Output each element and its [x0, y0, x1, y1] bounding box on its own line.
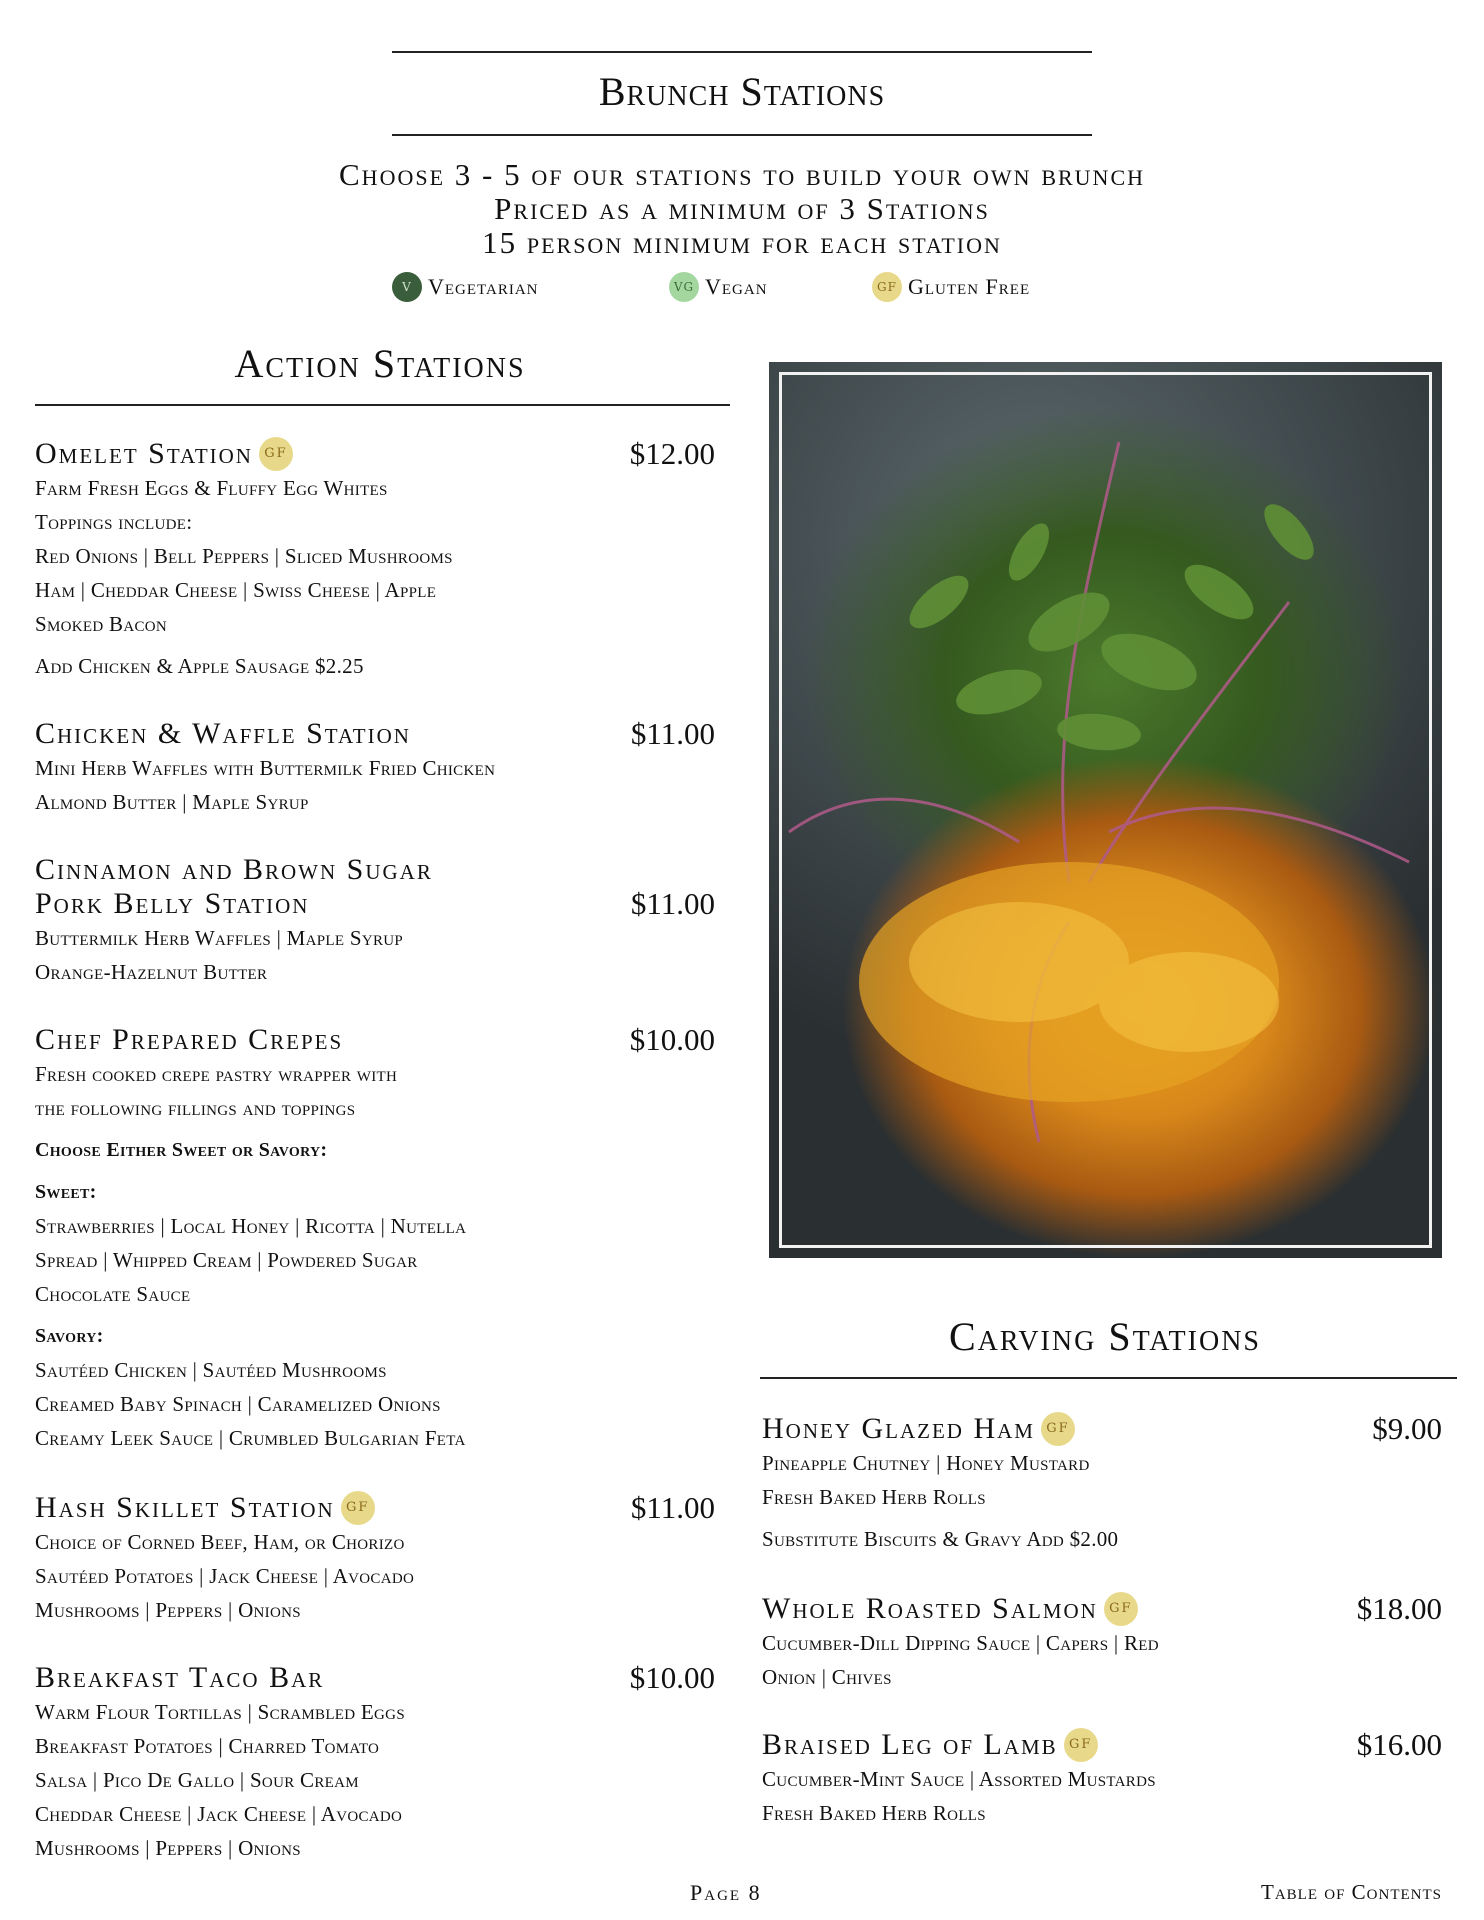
item-name: Whole Roasted Salmon — [762, 1592, 1098, 1625]
item-line: Cucumber-Dill Dipping Sauce | Capers | Red — [762, 1631, 1159, 1655]
gluten-free-badge-icon: GF — [341, 1491, 375, 1525]
action-stations-rule — [35, 404, 730, 406]
gluten-free-badge-icon: GF — [1104, 1592, 1138, 1626]
item-line: Fresh Baked Herb Rolls — [762, 1485, 986, 1509]
item-addon: Substitute Biscuits & Gravy Add $2.00 — [762, 1527, 1119, 1551]
item-line: Red Onions | Bell Peppers | Sliced Mushrooms — [35, 544, 453, 568]
item-line: Fresh Baked Herb Rolls — [762, 1801, 986, 1825]
item-name: Cinnamon and Brown Sugar — [35, 853, 433, 886]
legend-vegan — [669, 272, 768, 302]
item-price: $9.00 — [1372, 1411, 1442, 1446]
item-line: Mushrooms | Peppers | Onions — [35, 1836, 301, 1860]
item-line: Cucumber-Mint Sauce | Assorted Mustards — [762, 1767, 1156, 1791]
item-price: $11.00 — [630, 716, 715, 751]
gluten-free-badge-icon: GF — [259, 437, 293, 471]
menu-item-whole-roasted-salmon — [762, 1592, 1442, 1694]
item-name: Honey Glazed Ham — [762, 1412, 1035, 1445]
gluten-free-badge-icon: GF — [872, 272, 902, 302]
item-line: Warm Flour Tortillas | Scrambled Eggs — [35, 1700, 405, 1724]
intro-line-2: Priced as a minimum of 3 Stations — [494, 191, 990, 226]
menu-item-chef-prepared-crepes — [35, 1023, 715, 1455]
page-title: Brunch Stations — [598, 69, 886, 114]
gluten-free-badge-icon: GF — [1064, 1728, 1098, 1762]
menu-item-honey-glazed-ham — [762, 1412, 1442, 1556]
gluten-free-badge-icon: GF — [1041, 1412, 1075, 1446]
table-of-contents-link[interactable]: Table of Contents — [1261, 1880, 1442, 1904]
item-price: $12.00 — [629, 436, 715, 471]
menu-item-braised-leg-of-lamb — [762, 1728, 1442, 1830]
item-price: $11.00 — [630, 1490, 715, 1525]
item-line: Pineapple Chutney | Honey Mustard — [762, 1451, 1090, 1475]
dietary-legend — [392, 272, 1112, 304]
item-line: Sautéed Chicken | Sautéed Mushrooms — [35, 1358, 387, 1382]
item-name: Hash Skillet Station — [35, 1491, 335, 1524]
item-line: Almond Butter | Maple Syrup — [35, 790, 309, 814]
item-line: the following fillings and toppings — [35, 1096, 356, 1120]
item-price: $11.00 — [630, 886, 715, 921]
menu-item-pork-belly-station — [35, 853, 715, 989]
item-line: Farm Fresh Eggs & Fluffy Egg Whites — [35, 476, 388, 500]
item-price: $10.00 — [629, 1022, 715, 1057]
item-name: Chef Prepared Crepes — [35, 1023, 344, 1056]
item-line: Breakfast Potatoes | Charred Tomato — [35, 1734, 380, 1758]
legend-vegan-label: Vegan — [705, 274, 768, 299]
legend-gluten-free-label: Gluten Free — [908, 274, 1031, 299]
item-line: Fresh cooked crepe pastry wrapper with — [35, 1062, 398, 1086]
item-line: Spread | Whipped Cream | Powdered Sugar — [35, 1248, 418, 1272]
sweet-label: Sweet: — [35, 1181, 97, 1203]
item-line: Toppings include: — [35, 510, 193, 534]
legend-gluten-free — [872, 272, 1030, 302]
item-choose-note: Choose Either Sweet or Savory: — [35, 1139, 328, 1161]
carving-stations-rule — [760, 1377, 1457, 1379]
vegetarian-badge-icon: V — [392, 272, 422, 302]
item-name: Breakfast Taco Bar — [35, 1661, 325, 1694]
legend-vegetarian — [392, 272, 539, 302]
item-line: Onion | Chives — [762, 1665, 892, 1689]
food-photo — [769, 362, 1442, 1258]
title-rule-top — [392, 51, 1092, 53]
item-line: Choice of Corned Beef, Ham, or Chorizo — [35, 1530, 405, 1554]
item-line: Creamy Leek Sauce | Crumbled Bulgarian Feta — [35, 1426, 466, 1450]
item-name: Chicken & Waffle Station — [35, 717, 411, 750]
vegan-badge-icon: VG — [669, 272, 699, 302]
title-rule-bottom — [392, 134, 1092, 136]
intro-line-3: 15 person minimum for each station — [482, 225, 1002, 260]
action-stations-heading: Action Stations — [234, 341, 526, 386]
legend-vegetarian-label: Vegetarian — [428, 274, 539, 299]
menu-item-chicken-waffle-station — [35, 717, 715, 819]
item-line: Strawberries | Local Honey | Ricotta | Nutella — [35, 1214, 467, 1238]
page-number: Page 8 — [690, 1880, 762, 1905]
item-line: Orange-Hazelnut Butter — [35, 960, 268, 984]
item-line: Buttermilk Herb Waffles | Maple Syrup — [35, 926, 404, 950]
item-line: Mini Herb Waffles with Buttermilk Fried Chicken — [35, 756, 496, 780]
item-line: Smoked Bacon — [35, 612, 168, 636]
item-price: $18.00 — [1356, 1591, 1442, 1626]
item-line: Mushrooms | Peppers | Onions — [35, 1598, 301, 1622]
menu-item-hash-skillet-station — [35, 1491, 715, 1627]
item-name: Braised Leg of Lamb — [762, 1728, 1058, 1761]
menu-item-breakfast-taco-bar — [35, 1661, 715, 1865]
photo-frame — [779, 372, 1432, 1248]
item-line: Sautéed Potatoes | Jack Cheese | Avocado — [35, 1564, 415, 1588]
item-name: Pork Belly Station — [35, 887, 310, 920]
menu-item-omelet-station — [35, 437, 715, 683]
item-price: $16.00 — [1356, 1727, 1442, 1762]
item-line: Ham | Cheddar Cheese | Swiss Cheese | Apple — [35, 578, 437, 602]
carving-stations-heading: Carving Stations — [949, 1314, 1261, 1359]
intro-line-1: Choose 3 - 5 of our stations to build your own brunch — [339, 157, 1145, 192]
item-line: Creamed Baby Spinach | Caramelized Onions — [35, 1392, 441, 1416]
item-line: Cheddar Cheese | Jack Cheese | Avocado — [35, 1802, 403, 1826]
item-line: Salsa | Pico De Gallo | Sour Cream — [35, 1768, 359, 1792]
savory-label: Savory: — [35, 1325, 104, 1347]
item-addon: Add Chicken & Apple Sausage $2.25 — [35, 654, 364, 678]
item-price: $10.00 — [629, 1660, 715, 1695]
item-line: Chocolate Sauce — [35, 1282, 191, 1306]
item-name: Omelet Station — [35, 437, 253, 470]
